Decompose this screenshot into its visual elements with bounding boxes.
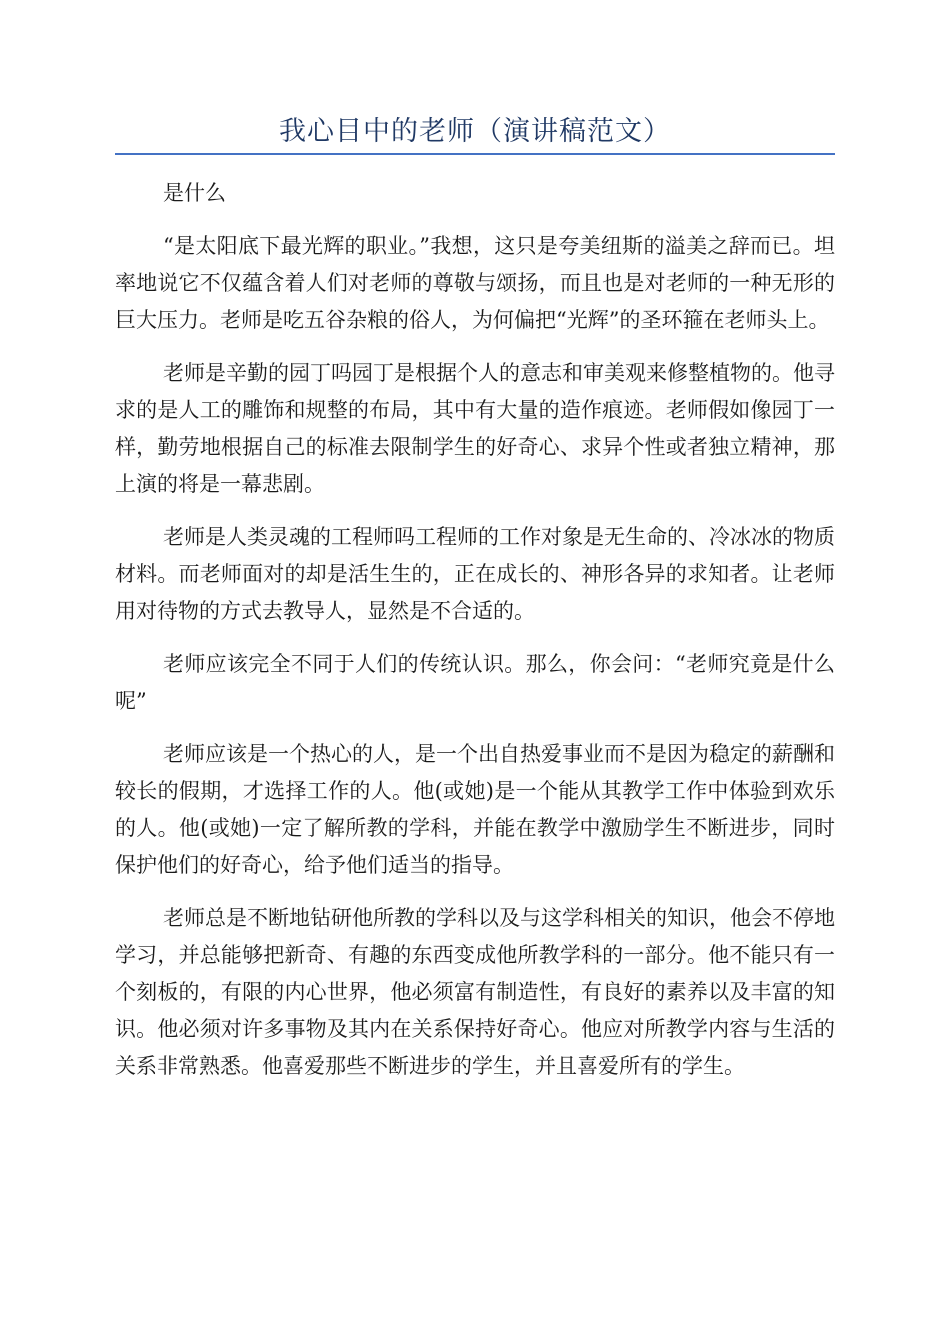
paragraph: 老师应该是一个热心的人，是一个出自热爱事业而不是因为稳定的薪酬和较长的假期，才选择工作的人。他(或她)是一个能从其教学工作中体验到欢乐的人。他(或她)一定了解所教的学科，并能在教学中激励学生不断进步，同时保护他们的好奇心，给予他们适当的指导。 xyxy=(115,742,835,877)
paragraph: 老师应该完全不同于人们的传统认识。那么，你会问：“老师究竟是什么呢” xyxy=(115,652,835,713)
paragraph: 老师总是不断地钻研他所教的学科以及与这学科相关的知识，他会不停地学习，并总能够把新奇、有趣的东西变成他所教学科的一部分。他不能只有一个刻板的，有限的内心世界，他必须富有制造性，有良好的素养以及丰富的知识。他必须对许多事物及其内在关系保持好奇心。他应对所教学内容与生活的关系非常熟悉。他喜爱那些不断进步的学生，并且喜爱所有的学生。 xyxy=(115,906,835,1078)
title-underline xyxy=(115,153,835,155)
document-title: 我心目中的老师（演讲稿范文） xyxy=(279,116,671,147)
document-body xyxy=(115,175,835,1101)
paragraph: “是太阳底下最光辉的职业。”我想，这只是夸美纽斯的溢美之辞而已。坦率地说它不仅蕴含着人们对老师的尊敬与颂扬，而且也是对老师的一种无形的巨大压力。老师是吃五谷杂粮的俗人，为何偏把“光辉”的圣环箍在老师头上。 xyxy=(115,234,835,332)
paragraph: 老师是人类灵魂的工程师吗工程师的工作对象是无生命的、冷冰冰的物质材料。而老师面对的却是活生生的，正在成长的、神形各异的求知者。让老师用对待物的方式去教导人，显然是不合适的。 xyxy=(115,525,835,623)
paragraph: 是什么 xyxy=(163,181,226,205)
paragraph: 老师是辛勤的园丁吗园丁是根据个人的意志和审美观来修整植物的。他寻求的是人工的雕饰和规整的布局，其中有大量的造作痕迹。老师假如像园丁一样，勤劳地根据自己的标准去限制学生的好奇心、求异个性或者独立精神，那上演的将是一幕悲剧。 xyxy=(115,361,835,496)
